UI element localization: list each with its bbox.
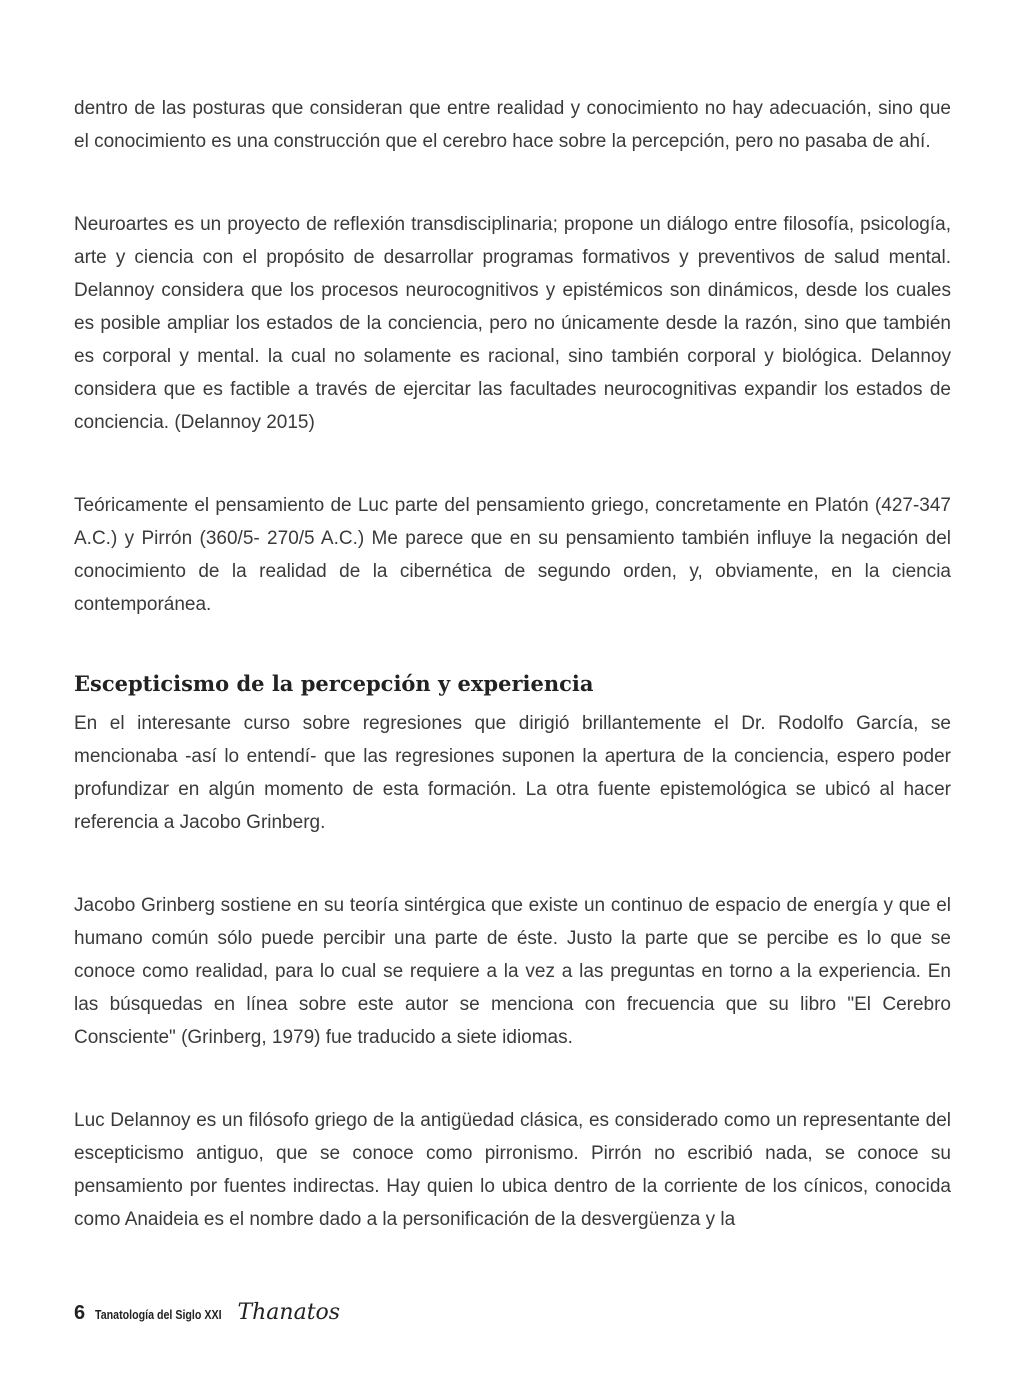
paragraph-2: Neuroartes es un proyecto de reflexión transdisciplinaria; propone un diálogo entre filosofía, psicología, arte y ciencia con el propósito de desarrollar programas formativos y preventivos de salud mental. Delannoy considera que los procesos neurocognitivos y epistémicos son dinámicos, desde los cuales es posible ampliar los estados de la conciencia, pero no únicamente desde la razón, sino que también es corporal y mental. la cual no solamente es racional, sino también corporal y biológica. Delannoy considera que es factible a través de ejercitar las facultades neurocognitivas expandir los estados de conciencia. (Delannoy 2015) xyxy=(74,214,951,433)
paragraph-3: Teóricamente el pensamiento de Luc parte del pensamiento griego, concretamente en Platón (427-347 A.C.) y Pirrón (360/5- 270/5 A.C.) Me parece que en su pensamiento también influye la negación del conocimiento de la realidad de la cibernética de segundo orden, y, obviamente, en la ciencia contemporánea. xyxy=(74,495,951,615)
paragraph-4: En el interesante curso sobre regresiones que dirigió brillantemente el Dr. Rodolfo García, se mencionaba -así lo entendí- que las regresiones suponen la apertura de la conciencia, espero poder profundizar en algún momento de esta formación. La otra fuente epistemológica se ubicó al hacer referencia a Jacobo Grinberg. xyxy=(74,713,951,833)
section-heading: Escepticismo de la percepción y experiencia xyxy=(74,671,594,696)
thanatos-logo: Thanatos xyxy=(237,1300,341,1325)
paragraph-1: dentro de las posturas que consideran que entre realidad y conocimiento no hay adecuación, sino que el conocimiento es una construcción que el cerebro hace sobre la percepción, pero no pasaba de ahí. xyxy=(74,98,951,152)
page-body xyxy=(74,92,951,1236)
page-footer xyxy=(74,1300,340,1325)
journal-title: Tanatología del Siglo XXI xyxy=(95,1307,222,1322)
paragraph-6: Luc Delannoy es un filósofo griego de la antigüedad clásica, es considerado como un representante del escepticismo antiguo, que se conoce como pirronismo. Pirrón no escribió nada, se conoce su pensamiento por fuentes indirectas. Hay quien lo ubica dentro de la corriente de los cínicos, conocida como Anaideia es el nombre dado a la personificación de la desvergüenza y la xyxy=(74,1110,951,1230)
page-number: 6 xyxy=(74,1302,86,1324)
paragraph-5: Jacobo Grinberg sostiene en su teoría sintérgica que existe un continuo de espacio de energía y que el humano común sólo puede percibir una parte de éste. Justo la parte que se percibe es lo que se conoce como realidad, para lo cual se requiere a la vez a las preguntas en torno a la experiencia. En las búsquedas en línea sobre este autor se menciona con frecuencia que su libro "El Cerebro Consciente" (Grinberg, 1979) fue traducido a siete idiomas. xyxy=(74,895,951,1048)
